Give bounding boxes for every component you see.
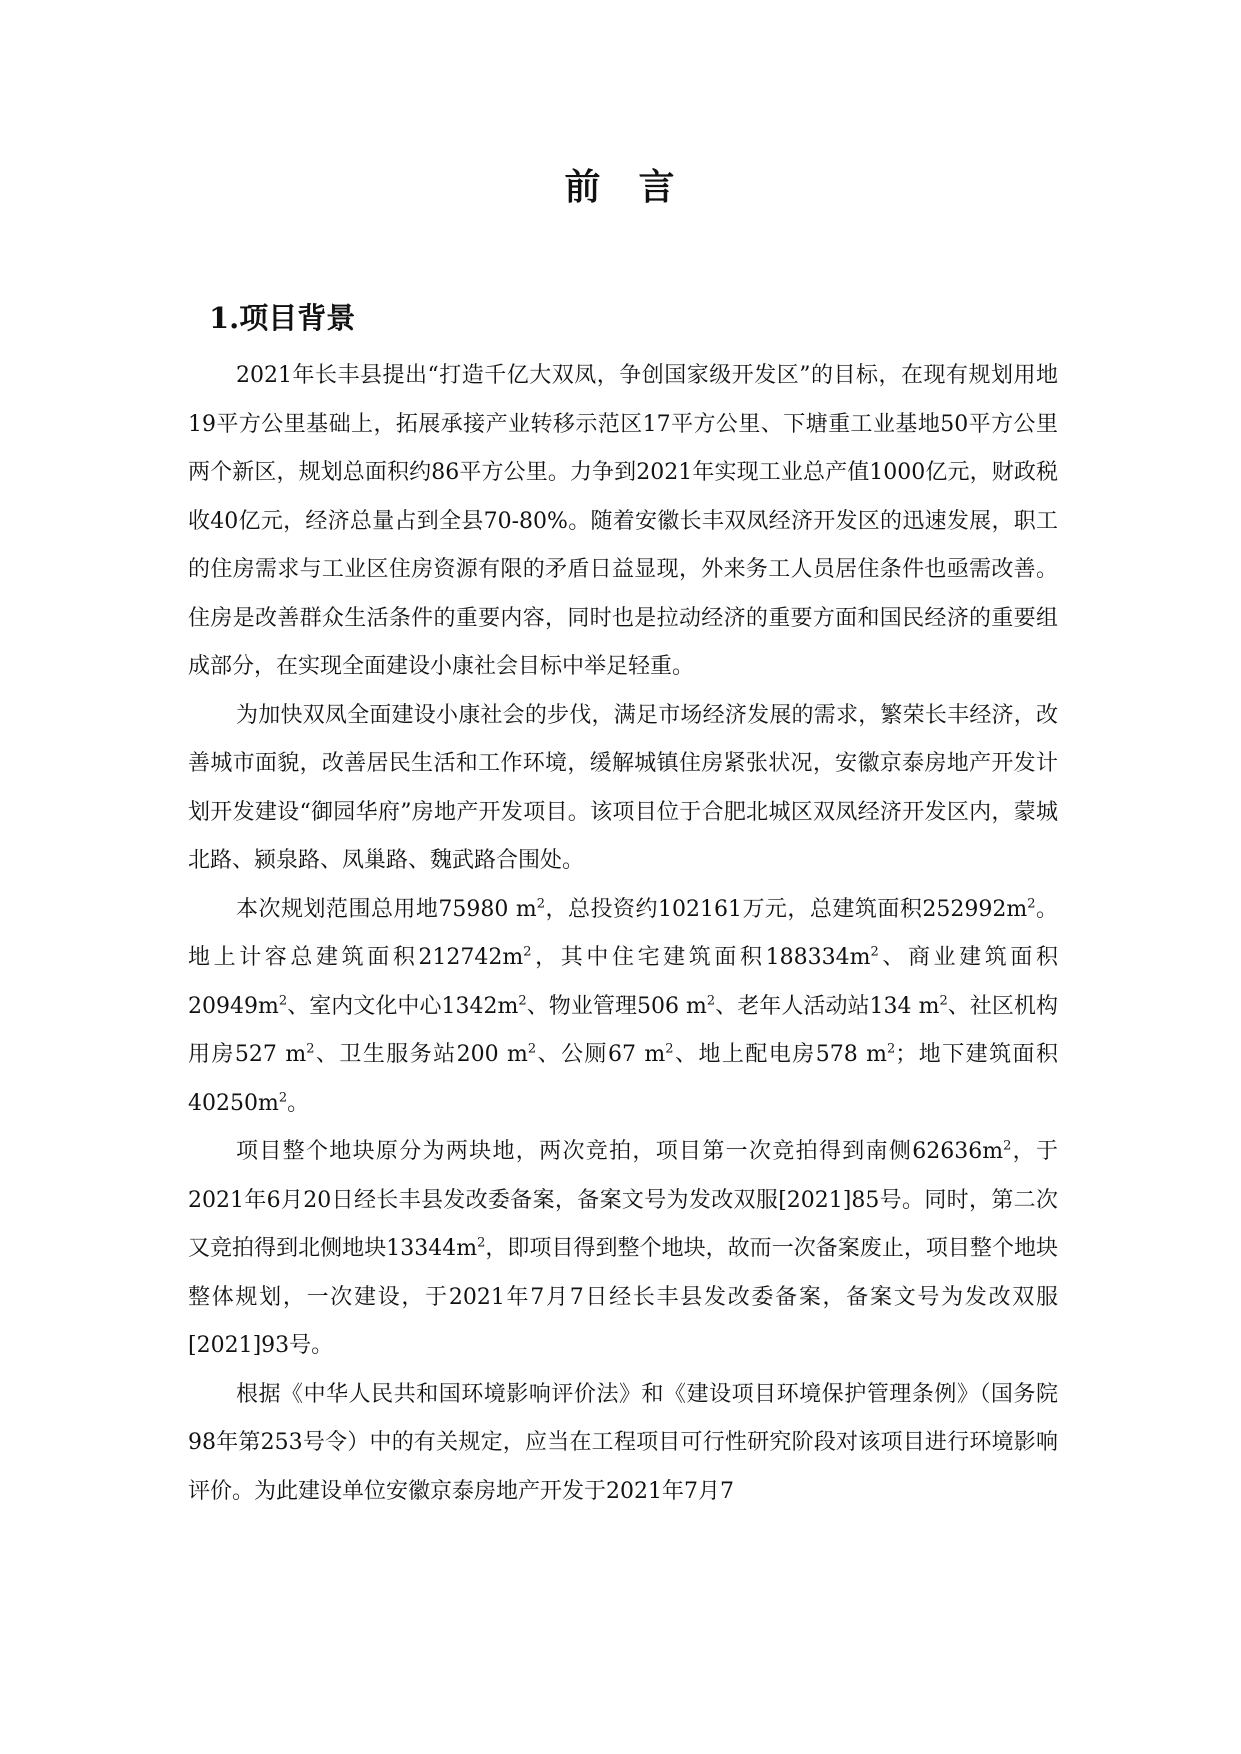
superscript: 2	[477, 1235, 486, 1251]
paragraph-5: 根据《中华人民共和国环境影响评价法》和《建设项目环境保护管理条例》（国务院98年第253号令）中的有关规定，应当在工程项目可行性研究阶段对该项目进行环境影响评价。为此建设单位安徽京泰房地产开发于2021年7月7	[188, 1381, 1058, 1504]
superscript: 2	[1027, 896, 1036, 912]
text-segment: 、卫生服务站200 m	[314, 1042, 528, 1067]
superscript: 2	[278, 993, 288, 1009]
text-segment: ，于2021年6月20日经长丰县发改委备案，备案文号为发改双服[2021]85号。同时，第二次又竞拍得到北侧地块13344m	[188, 1139, 1058, 1261]
superscript: 2	[939, 993, 948, 1009]
paragraph-3	[188, 886, 1058, 1129]
superscript: 2	[665, 1041, 674, 1057]
body-text	[188, 352, 1081, 1516]
superscript: 2	[278, 1090, 288, 1106]
paragraph-2: 为加快双凤全面建设小康社会的步伐，满足市场经济发展的需求，繁荣长丰经济，改善城市面貌，改善居民生活和工作环境，缓解城镇住房紧张状况，安徽京泰房地产开发计划开发建设“御园华府”房地产开发项目。该项目位于合肥北城区双凤经济开发区内，蒙城北路、颍泉路、凤巢路、魏武路合围处。	[188, 702, 1058, 873]
paragraph-1: 2021年长丰县提出“打造千亿大双凤，争创国家级开发区”的目标，在现有规划用地19平方公里基础上，拓展承接产业转移示范区17平方公里、下塘重工业基地50平方公里两个新区，规划总面积约86平方公里。力争到2021年实现工业总产值1000亿元，财政税收40亿元，经济总量占到全县70-80%。随着安徽长丰双凤经济开发区的迅速发展，职工的住房需求与工业区住房资源有限的矛盾日益显现，外来务工人员居住条件也亟需改善。住房是改善群众生活条件的重要内容，同时也是拉动经济的重要方面和国民经济的重要组成部分，在实现全面建设小康社会目标中举足轻重。	[188, 363, 1058, 679]
superscript: 2	[536, 896, 546, 912]
superscript: 2	[306, 1041, 315, 1057]
title-char-1: 前	[564, 166, 603, 208]
text-segment: 本次规划范围总用地75980 m	[236, 896, 537, 922]
superscript: 2	[887, 1041, 896, 1057]
text-segment: 、室内文化中心1342m	[287, 993, 519, 1019]
superscript: 2	[870, 944, 879, 960]
title-char-2: 言	[638, 166, 677, 208]
text-segment: 、地上配电房578 m	[673, 1042, 888, 1067]
superscript: 2	[706, 993, 716, 1009]
text-segment: ，其中住宅建筑面积188334m	[531, 945, 871, 970]
text-segment: ；地下建筑面积40250m	[188, 1042, 1058, 1116]
text-segment: ，即项目得到整个地块，故而一次备案废止，项目整个地块整体规划，一次建设，于2021年7月7日经长丰县发改委备案，备案文号为发改双服 [2021]93号。	[188, 1236, 1081, 1358]
text-segment: 项目整个地块原分为两块地，两次竞拍，项目第一次竞拍得到南侧62636m	[236, 1139, 1004, 1164]
text-segment: 。地上计容总建筑面积212742m	[188, 896, 1058, 970]
text-segment: ，总投资约102161万元，总建筑面积252992m	[545, 896, 1028, 922]
text-segment: 、老年人活动站134 m	[715, 993, 940, 1019]
text-segment: 、物业管理506 m	[526, 993, 707, 1019]
section-heading: 1.项目背景	[209, 301, 356, 335]
text-segment: 、社区机构用房527 m	[188, 993, 1058, 1067]
text-segment: 。	[287, 1090, 310, 1116]
text-segment: 、商业建筑面积20949m	[188, 945, 1058, 1019]
superscript: 2	[1003, 1138, 1012, 1154]
superscript: 2	[523, 944, 532, 960]
superscript: 2	[527, 1041, 537, 1057]
superscript: 2	[518, 993, 527, 1009]
paragraph-4	[188, 1128, 1081, 1371]
page-title	[0, 165, 1241, 209]
text-segment: 、公厕67 m	[536, 1042, 666, 1067]
